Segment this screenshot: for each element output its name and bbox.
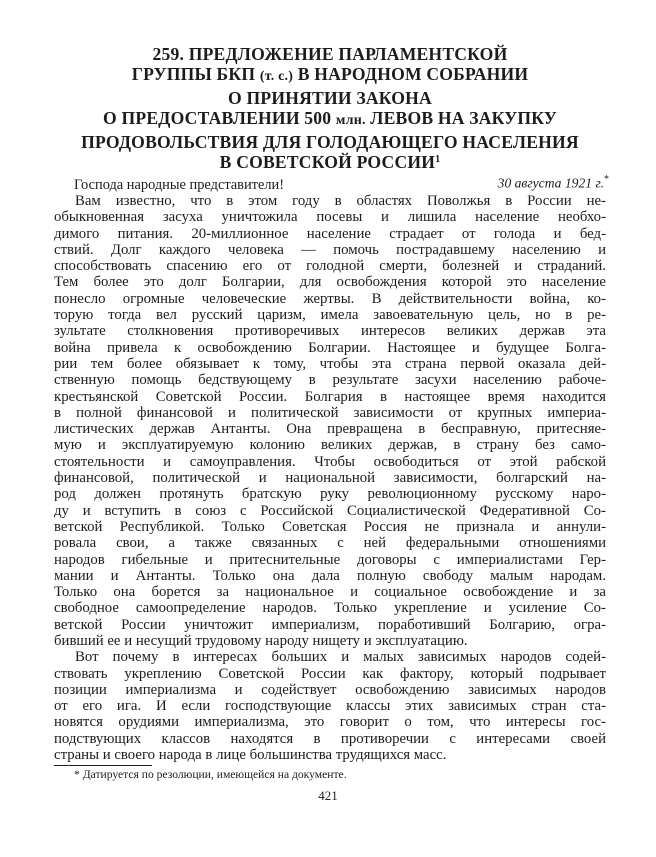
body-line: финансовой, политической и национальной зависимости, болгарский на- (54, 470, 606, 487)
body-line: листических держав Антанты. Она превращена в бесправную, притесняе- (54, 421, 606, 438)
date-footnote-mark: * (604, 174, 609, 186)
body-line: ствий. Долг каждого человека — помочь пострадавшему населению и (54, 241, 606, 258)
body-line: стоятельности и самоуправления. Чтобы освободиться от этой рабской (54, 453, 606, 470)
body-line: способствовать спасению его от голодной смерти, болезней и страданий. (54, 258, 606, 275)
heading-line-3: О ПРИНЯТИИ ЗАКОНА (228, 87, 432, 108)
body-line: крестьянской Советской России. Болгария в настоящее время находится (54, 388, 606, 405)
heading-line-2-a: ГРУППЫ БКП (131, 64, 256, 85)
footnote-rule (54, 765, 152, 766)
heading-line-4-b: млн. (335, 113, 366, 129)
body-line: Тем более это долг Болгарии, для освобождения которой это население (54, 274, 606, 291)
heading-footnote-ref: 1 (435, 154, 441, 166)
body-line: зультате столкновения противоречивых интересов великих держав эта (54, 323, 606, 340)
body-line: война привела к освобождению Болгарии. Настоящее и будущее Болга- (54, 339, 606, 356)
document-heading (54, 44, 606, 172)
heading-line-4-a: О ПРЕДОСТАВЛЕНИИ 500 (103, 108, 332, 129)
body-line: торую тогда вел русский царизм, имела завоевательную цель, но в ре- (54, 307, 606, 324)
body-line: народов гибельные и притеснительные договоры с империалистами Гер- (54, 551, 606, 568)
body-line: бивший ее и несущий трудовому народу нищету и эксплуатацию. (54, 632, 468, 649)
body-line: Только она борется за национальное и социальное освобождение и за (54, 584, 606, 601)
body-line: род должен протянуть братскую руку революционному русскому наро- (54, 486, 606, 503)
body-line: подствующих классов находятся в противоречии с интересами своей (54, 730, 606, 747)
body-line: Вам известно, что в этом году в областях Поволжья в России не- (75, 192, 606, 209)
heading-line-2-c: В НАРОДНОМ СОБРАНИИ (297, 64, 529, 85)
heading-line-4 (54, 108, 606, 131)
heading-line-1: 259. ПРЕДЛОЖЕНИЕ ПАРЛАМЕНТСКОЙ (152, 44, 508, 64)
body-line: от его ига. И если господствующие классы этих зависимых стран ста- (54, 698, 606, 715)
body-line: ветской Республикой. Только Советская Россия не признала и аннули- (54, 518, 606, 535)
document-body (54, 193, 606, 763)
body-line: ветской России уничтожит империализм, поработивший Болгарию, огра- (54, 616, 606, 633)
heading-line-4-c: ЛЕВОВ НА ЗАКУПКУ (370, 108, 557, 129)
date-text: 30 августа 1921 г. (497, 175, 604, 191)
body-line: рии тем более обязывает к тому, чтобы эта страна первой оказала дей- (54, 355, 606, 372)
body-line: ровала свои, а также связанных с ней федеральными отношениями (54, 535, 606, 552)
body-line: мую и эксплуатируемую колонию великих держав, в страну без само- (54, 437, 606, 454)
footnote: * Датируется по резолюции, имеющейся на документе. (74, 768, 347, 782)
body-line: Вот почему в интересах больших и малых зависимых народов содей- (75, 649, 606, 666)
heading-line-6-text: В СОВЕТСКОЙ РОССИИ (219, 152, 436, 173)
document-page (54, 44, 609, 782)
body-line: новятся орудиями империализма, это говорит о том, что интересы гос- (54, 714, 606, 731)
body-line: обыкновенная засуха уничтожила посевы и лишила население необхо- (54, 209, 606, 226)
body-line: страны и своего народа в лице большинства трудящихся масс. (54, 747, 447, 764)
heading-line-2 (54, 64, 606, 87)
body-line: свободное самоопределение народов. Только укрепление и усиление Со- (54, 600, 606, 617)
body-line: в полной финансовой и политической зависимости от крупных империа- (54, 404, 606, 421)
body-line: мании и Антанты. Только она дала полную свободу малым народам. (54, 567, 606, 584)
body-line: позиции империализма и содействует освобождению зависимых народов (54, 681, 606, 698)
heading-line-6 (54, 152, 606, 172)
heading-line-5: ПРОДОВОЛЬСТВИЯ ДЛЯ ГОЛОДАЮЩЕГО НАСЕЛЕНИЯ (81, 131, 579, 152)
page-number: 421 (318, 788, 338, 803)
body-line: ду и вступить в союз с Российской Социалистической Федеративной Со- (54, 502, 606, 519)
body-line: димого питания. 20-миллионное население страдает от голода и бед- (54, 225, 606, 242)
body-line: ственную помощь бедствующему в результате засухи населению рабоче- (54, 372, 606, 389)
body-line: ствовать укреплению Советской России как фактору, который подрывает (54, 665, 606, 682)
body-line: понесло огромные человеческие жертвы. В действительности война, ко- (54, 290, 606, 307)
heading-line-2-b: (т. с.) (259, 69, 294, 85)
salutation: Господа народные представители! (74, 176, 285, 193)
